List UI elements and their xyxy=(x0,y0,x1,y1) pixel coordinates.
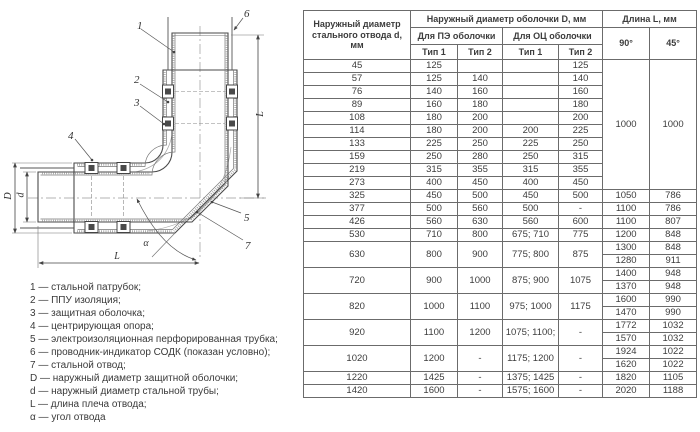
cell-pe-tip1: 315 xyxy=(411,164,458,177)
cell-pe-tip2: 1000 xyxy=(458,268,503,294)
cell-pe-tip1: 450 xyxy=(411,190,458,203)
cell-l45: 1022 xyxy=(650,346,697,359)
legend-item: 5 — электроизоляционная перфорированная трубка; xyxy=(30,334,278,345)
cell-l90: 1370 xyxy=(603,281,650,294)
spec-row xyxy=(304,229,697,242)
cell-d: 325 xyxy=(304,190,411,203)
cell-oc-tip2: 125 xyxy=(559,60,603,73)
cell-l45: 786 xyxy=(650,203,697,216)
cell-oc-tip2: - xyxy=(559,372,603,385)
cell-l90: 1050 xyxy=(603,190,650,203)
cell-pe-tip2: 450 xyxy=(458,177,503,190)
cell-oc-tip2: - xyxy=(559,320,603,346)
cell-l45: 990 xyxy=(650,294,697,307)
dimension-d xyxy=(16,172,37,222)
cell-oc-tip2: 775 xyxy=(559,229,603,242)
cell-oc-tip2: 450 xyxy=(559,177,603,190)
legend-item: α — угол отвода xyxy=(30,412,106,423)
cell-pe-tip2: - xyxy=(458,372,503,385)
cell-oc-tip2: 200 xyxy=(559,112,603,125)
header-angle-45: 45° xyxy=(650,28,697,60)
cell-pe-tip1: 160 xyxy=(411,99,458,112)
cell-l90: 1280 xyxy=(603,255,650,268)
cell-d: 133 xyxy=(304,138,411,151)
spec-row xyxy=(304,385,697,398)
callout-2: 2 xyxy=(134,74,140,86)
spec-row xyxy=(304,216,697,229)
cell-oc-tip1: 500 xyxy=(503,203,559,216)
cell-oc-tip2: 1175 xyxy=(559,294,603,320)
callout-1: 1 xyxy=(137,20,143,32)
cell-l90: 1820 xyxy=(603,372,650,385)
cell-d: 114 xyxy=(304,125,411,138)
cell-oc-tip2: 500 xyxy=(559,190,603,203)
header-angle-90: 90° xyxy=(603,28,650,60)
elbow-diagram xyxy=(0,0,300,276)
cell-oc-tip2: - xyxy=(559,203,603,216)
cell-pe-tip1: 800 xyxy=(411,242,458,268)
cell-l45: 807 xyxy=(650,216,697,229)
legend-item: d — наружный диаметр стальной трубы; xyxy=(30,386,219,397)
cell-l90: 1570 xyxy=(603,333,650,346)
cell-l90: 1600 xyxy=(603,294,650,307)
cell-pe-tip2: 200 xyxy=(458,112,503,125)
spec-row xyxy=(304,320,697,333)
cell-oc-tip2: 180 xyxy=(559,99,603,112)
cell-pe-tip1: 140 xyxy=(411,86,458,99)
cell-l90: 1400 xyxy=(603,268,650,281)
cell-oc-tip2: 600 xyxy=(559,216,603,229)
header-pe-tip1: Тип 1 xyxy=(411,45,458,60)
cell-pe-tip1: 710 xyxy=(411,229,458,242)
cell-pe-tip2: 200 xyxy=(458,125,503,138)
header-oc-tip2: Тип 2 xyxy=(559,45,603,60)
cell-d: 89 xyxy=(304,99,411,112)
cell-pe-tip2: 250 xyxy=(458,138,503,151)
cell-l45: 848 xyxy=(650,242,697,255)
callout-3: 3 xyxy=(134,97,140,109)
cell-pe-tip1: 560 xyxy=(411,216,458,229)
cell-pe-tip1: 1000 xyxy=(411,294,458,320)
cell-l45: 1032 xyxy=(650,320,697,333)
cell-oc-tip2: - xyxy=(559,385,603,398)
cell-oc-tip1: 450 xyxy=(503,190,559,203)
spec-table-panel xyxy=(303,10,696,398)
cell-oc-tip1 xyxy=(503,60,559,73)
cell-pe-tip2 xyxy=(458,60,503,73)
cell-l45: 1000 xyxy=(650,60,697,190)
spec-table-head xyxy=(304,11,697,60)
spec-row xyxy=(304,242,697,255)
centerlines xyxy=(28,26,266,258)
cell-d: 273 xyxy=(304,177,411,190)
cell-l90: 1200 xyxy=(603,229,650,242)
cell-oc-tip1: 775; 800 xyxy=(503,242,559,268)
cell-oc-tip2: 355 xyxy=(559,164,603,177)
spec-row xyxy=(304,294,697,307)
cell-l45: 948 xyxy=(650,268,697,281)
cell-l45: 990 xyxy=(650,307,697,320)
cell-d: 108 xyxy=(304,112,411,125)
cell-oc-tip1: 225 xyxy=(503,138,559,151)
header-oc-casing: Для ОЦ оболочки xyxy=(503,28,603,45)
cell-d: 377 xyxy=(304,203,411,216)
cell-l90: 1300 xyxy=(603,242,650,255)
cell-pe-tip2: 900 xyxy=(458,242,503,268)
legend-item: 6 — проводник-индикатор СОДК (показан условно); xyxy=(30,347,271,358)
cell-pe-tip1: 400 xyxy=(411,177,458,190)
cell-d: 1420 xyxy=(304,385,411,398)
spec-row xyxy=(304,203,697,216)
spec-row xyxy=(304,268,697,281)
legend-item: 2 — ППУ изоляция; xyxy=(30,295,121,306)
header-oc-tip1: Тип 1 xyxy=(503,45,559,60)
callout-leaders xyxy=(75,18,243,240)
cell-d: 530 xyxy=(304,229,411,242)
cell-l90: 1620 xyxy=(603,359,650,372)
cell-pe-tip1: 250 xyxy=(411,151,458,164)
header-pe-tip2: Тип 2 xyxy=(458,45,503,60)
cell-d: 57 xyxy=(304,73,411,86)
cell-l90: 1100 xyxy=(603,203,650,216)
cell-pe-tip1: 125 xyxy=(411,60,458,73)
callout-7: 7 xyxy=(245,240,251,252)
cell-l90: 1100 xyxy=(603,216,650,229)
cell-d: 219 xyxy=(304,164,411,177)
cell-pe-tip2: 140 xyxy=(458,73,503,86)
cell-pe-tip1: 180 xyxy=(411,125,458,138)
cell-pe-tip1: 1100 xyxy=(411,320,458,346)
cell-oc-tip1: 875; 900 xyxy=(503,268,559,294)
cell-pe-tip1: 500 xyxy=(411,203,458,216)
cell-oc-tip1 xyxy=(503,86,559,99)
cell-pe-tip1: 125 xyxy=(411,73,458,86)
cell-oc-tip2: 875 xyxy=(559,242,603,268)
legend-item: D — наружный диаметр защитной оболочки; xyxy=(30,373,239,384)
cell-d: 720 xyxy=(304,268,411,294)
cell-l45: 786 xyxy=(650,190,697,203)
cell-d: 159 xyxy=(304,151,411,164)
elbow-diagram-panel xyxy=(0,0,300,276)
cell-oc-tip2: - xyxy=(559,346,603,372)
legend-item: L — длина плеча отвода; xyxy=(30,399,147,410)
cell-d: 426 xyxy=(304,216,411,229)
header-pe-casing: Для ПЭ оболочки xyxy=(411,28,503,45)
header-steel-diameter: Наружный диаметр стального отвода d, мм xyxy=(304,11,411,60)
callout-5: 5 xyxy=(244,212,250,224)
legend-item: 7 — стальной отвод; xyxy=(30,360,126,371)
cell-pe-tip2: 280 xyxy=(458,151,503,164)
dimension-L-vertical-label: L xyxy=(255,111,266,117)
cell-pe-tip1: 1200 xyxy=(411,346,458,372)
cell-oc-tip2: 140 xyxy=(559,73,603,86)
callout-6: 6 xyxy=(244,8,250,20)
construction-arcs xyxy=(135,135,231,231)
spec-table xyxy=(303,10,697,398)
cell-pe-tip2: 1200 xyxy=(458,320,503,346)
cell-l45: 1188 xyxy=(650,385,697,398)
cell-d: 820 xyxy=(304,294,411,320)
casing-outline xyxy=(74,70,237,233)
legend-item: 1 — стальной патрубок; xyxy=(30,282,141,293)
cell-pe-tip1: 900 xyxy=(411,268,458,294)
cell-oc-tip1: 560 xyxy=(503,216,559,229)
cell-oc-tip1 xyxy=(503,73,559,86)
spec-table-body xyxy=(304,60,697,398)
cell-l45: 1022 xyxy=(650,359,697,372)
cell-l90: 1924 xyxy=(603,346,650,359)
cell-oc-tip1 xyxy=(503,112,559,125)
cell-oc-tip2: 1075 xyxy=(559,268,603,294)
cell-pe-tip1: 1600 xyxy=(411,385,458,398)
cell-l90: 1000 xyxy=(603,60,650,190)
cell-oc-tip2: 315 xyxy=(559,151,603,164)
cell-l45: 1105 xyxy=(650,372,697,385)
cell-oc-tip2: 160 xyxy=(559,86,603,99)
header-length: Длина L, мм xyxy=(603,11,697,28)
cell-d: 45 xyxy=(304,60,411,73)
cell-pe-tip2: 800 xyxy=(458,229,503,242)
cell-oc-tip2: 250 xyxy=(559,138,603,151)
spec-row xyxy=(304,372,697,385)
legend-item: 3 — защитная оболочка; xyxy=(30,308,145,319)
cell-l45: 948 xyxy=(650,281,697,294)
cell-oc-tip1: 315 xyxy=(503,164,559,177)
dimension-L-horizontal-label: L xyxy=(114,251,120,262)
cell-pe-tip2: - xyxy=(458,385,503,398)
dimension-alpha-label: α xyxy=(143,238,149,249)
cell-pe-tip2: 355 xyxy=(458,164,503,177)
cell-pe-tip2: 630 xyxy=(458,216,503,229)
cell-oc-tip1: 1075; 1100; xyxy=(503,320,559,346)
legend-item: 4 — центрирующая опора; xyxy=(30,321,154,332)
cell-pe-tip2: 1100 xyxy=(458,294,503,320)
cell-oc-tip1: 1575; 1600 xyxy=(503,385,559,398)
callout-4: 4 xyxy=(68,130,74,142)
cell-l45: 848 xyxy=(650,229,697,242)
cell-pe-tip2: 160 xyxy=(458,86,503,99)
cell-pe-tip2: 180 xyxy=(458,99,503,112)
cell-pe-tip2: 500 xyxy=(458,190,503,203)
dimension-D-label: D xyxy=(3,192,14,200)
spec-row xyxy=(304,190,697,203)
header-casing-diameter: Наружный диаметр оболочки D, мм xyxy=(411,11,603,28)
cell-oc-tip1: 200 xyxy=(503,125,559,138)
cell-pe-tip1: 180 xyxy=(411,112,458,125)
cell-d: 630 xyxy=(304,242,411,268)
cell-oc-tip1: 1175; 1200 xyxy=(503,346,559,372)
cell-oc-tip1: 1375; 1425 xyxy=(503,372,559,385)
cell-l90: 2020 xyxy=(603,385,650,398)
cell-pe-tip1: 225 xyxy=(411,138,458,151)
cell-l45: 1032 xyxy=(650,333,697,346)
dimension-d-label: d xyxy=(15,192,27,198)
cell-oc-tip1: 400 xyxy=(503,177,559,190)
cell-oc-tip1: 250 xyxy=(503,151,559,164)
cell-pe-tip2: 560 xyxy=(458,203,503,216)
cell-oc-tip1: 675; 710 xyxy=(503,229,559,242)
cell-oc-tip2: 225 xyxy=(559,125,603,138)
cell-pe-tip1: 1425 xyxy=(411,372,458,385)
cell-d: 920 xyxy=(304,320,411,346)
spec-row xyxy=(304,346,697,359)
steel-pipe-outline xyxy=(38,33,228,222)
casing-stipple xyxy=(77,72,235,231)
cell-oc-tip1: 975; 1000 xyxy=(503,294,559,320)
cell-l45: 911 xyxy=(650,255,697,268)
cell-d: 76 xyxy=(304,86,411,99)
centering-supports xyxy=(85,85,238,233)
header-row-1 xyxy=(304,11,697,28)
callout-dots xyxy=(91,51,214,214)
pipe-stipple xyxy=(42,36,227,221)
cell-l90: 1470 xyxy=(603,307,650,320)
legend xyxy=(30,281,298,424)
cell-d: 1020 xyxy=(304,346,411,372)
spec-row xyxy=(304,60,697,73)
cell-d: 1220 xyxy=(304,372,411,385)
cell-oc-tip1 xyxy=(503,99,559,112)
cell-pe-tip2: - xyxy=(458,346,503,372)
cell-l90: 1772 xyxy=(603,320,650,333)
